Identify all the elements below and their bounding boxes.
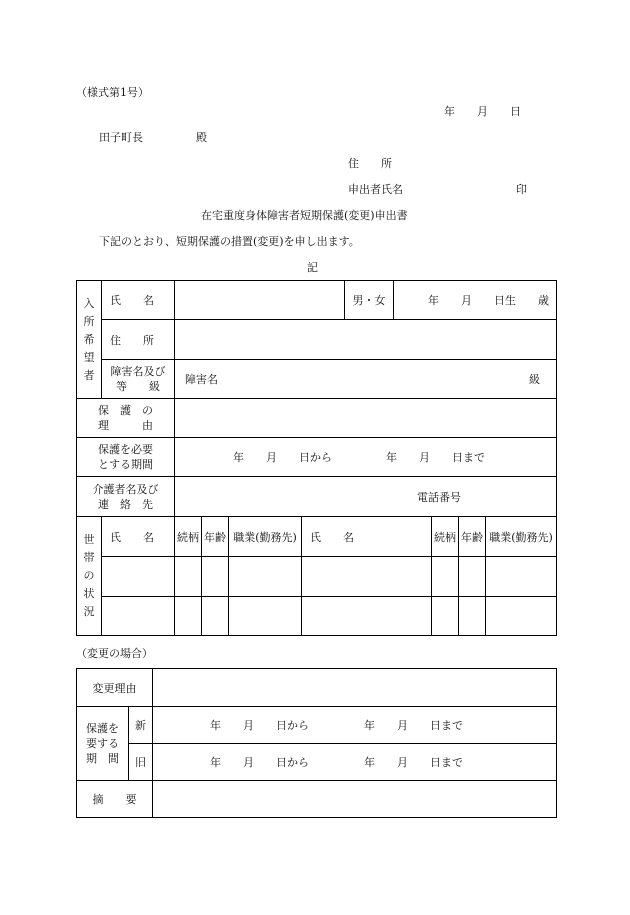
hh-row1-name-2[interactable] <box>301 556 432 597</box>
hh-row2-relation[interactable] <box>174 596 202 636</box>
old-period-field[interactable] <box>152 743 557 781</box>
household-char: 世 <box>83 533 95 546</box>
addressee: 田子町長 <box>99 131 143 144</box>
name-label-cell <box>101 280 175 320</box>
caregiver-label-cell <box>76 476 175 517</box>
ki-mark: 記 <box>307 261 318 274</box>
address-label: 住 所 <box>348 157 392 170</box>
hh-age-header-2 <box>458 516 486 557</box>
name-label: 氏 名 <box>110 294 154 307</box>
change-heading: （変更の場合） <box>76 647 153 660</box>
hh-row1-relation-2[interactable] <box>431 556 459 597</box>
period-label: 保護を必要 <box>98 443 153 456</box>
change-reason-field[interactable] <box>152 668 557 707</box>
disability-field[interactable] <box>174 359 557 399</box>
grade-label: 等 級 <box>116 380 160 393</box>
hh-row2-name[interactable] <box>101 596 175 636</box>
reason-label: 理 由 <box>98 419 153 432</box>
group-char: 希 <box>83 332 95 346</box>
document-title: 在宅重度身体障害者短期保護(変更)申出書 <box>201 209 408 222</box>
group-char: 入 <box>83 296 95 310</box>
birth-age-cell[interactable] <box>393 280 557 320</box>
address-label-cell <box>101 319 175 360</box>
change-period-label: 保護を <box>86 722 119 735</box>
old-label-cell <box>128 743 153 781</box>
household-char: 況 <box>83 605 95 618</box>
hh-row1-occupation-2[interactable] <box>485 556 557 597</box>
hh-name-label: 氏 名 <box>310 530 354 544</box>
intro-text: 下記のとおり、短期保護の措置(変更)を申し出ます。 <box>99 235 360 248</box>
hh-row1-name[interactable] <box>101 556 175 597</box>
honorific: 殿 <box>196 131 207 144</box>
gender-options: 男・女 <box>352 294 386 307</box>
disability-name-label: 障害名 <box>185 373 218 386</box>
group-char: 者 <box>83 368 95 382</box>
period-label-cell <box>76 437 175 477</box>
change-period-label: 要する <box>86 737 119 750</box>
new-label-cell <box>128 706 153 744</box>
new-label: 新 <box>135 719 146 732</box>
hh-relation-label: 続柄 <box>177 530 199 544</box>
change-period-label-cell <box>76 706 129 781</box>
applicant-group-label <box>76 280 102 399</box>
address-field[interactable] <box>174 319 557 360</box>
disability-label: 障害名及び <box>110 365 166 378</box>
hh-row1-occupation[interactable] <box>228 556 302 597</box>
birth-age: 年 月 日生 歳 <box>428 294 549 307</box>
hh-occupation-label: 職業(勤務先) <box>233 530 297 544</box>
grade-unit: 級 <box>529 373 540 386</box>
change-reason-label-cell <box>76 668 153 707</box>
hh-relation-header-2 <box>431 516 459 557</box>
reason-label: 保 護 の <box>98 404 153 417</box>
hh-occupation-header <box>228 516 302 557</box>
period-to: 年 月 日まで <box>386 451 485 464</box>
form-number: （様式第1号） <box>76 86 149 99</box>
new-period-field[interactable] <box>152 706 557 744</box>
group-char: 所 <box>83 314 95 328</box>
period-field[interactable] <box>174 437 557 477</box>
phone-label: 電話番号 <box>417 490 461 504</box>
household-char: 帯 <box>83 551 95 564</box>
name-field[interactable] <box>174 280 345 320</box>
group-char: 望 <box>83 350 95 364</box>
hh-age-header <box>201 516 229 557</box>
hh-name-header <box>101 516 175 557</box>
period-label: とする期間 <box>98 458 153 471</box>
hh-row2-relation-2[interactable] <box>431 596 459 636</box>
applicant-name-label: 申出者氏名 <box>348 183 403 196</box>
caregiver-label: 介護者名及び <box>92 482 159 496</box>
caregiver-field[interactable] <box>174 476 557 517</box>
old-period-to: 年 月 日まで <box>364 756 463 769</box>
new-period-to: 年 月 日まで <box>364 719 463 732</box>
household-group-label <box>76 516 102 636</box>
remarks-label: 摘 要 <box>92 793 137 806</box>
new-period-from: 年 月 日から <box>210 719 309 732</box>
old-label: 旧 <box>135 756 146 769</box>
reason-field[interactable] <box>174 398 557 438</box>
hh-name-label: 氏 名 <box>110 530 154 544</box>
disability-label-cell <box>101 359 175 399</box>
reason-label-cell <box>76 398 175 438</box>
hh-row2-age-2[interactable] <box>458 596 486 636</box>
hh-occupation-header-2 <box>485 516 557 557</box>
contact-label: 連 絡 先 <box>98 497 153 511</box>
hh-row1-age[interactable] <box>201 556 229 597</box>
address-row-label: 住 所 <box>110 333 154 347</box>
remarks-field[interactable] <box>152 780 557 818</box>
household-char: の <box>83 569 95 582</box>
change-reason-label: 変更理由 <box>92 681 137 695</box>
hh-row2-name-2[interactable] <box>301 596 432 636</box>
hh-row2-occupation[interactable] <box>228 596 302 636</box>
remarks-label-cell <box>76 780 153 818</box>
seal-mark: 印 <box>516 183 527 196</box>
hh-occupation-label: 職業(勤務先) <box>489 530 553 544</box>
hh-row1-relation[interactable] <box>174 556 202 597</box>
date-line: 年 月 日 <box>444 105 521 118</box>
period-from: 年 月 日から <box>233 451 332 464</box>
hh-age-label: 年齢 <box>204 530 226 544</box>
hh-row2-age[interactable] <box>201 596 229 636</box>
household-char: 状 <box>83 587 95 600</box>
hh-relation-header <box>174 516 202 557</box>
old-period-from: 年 月 日から <box>210 756 309 769</box>
gender-cell[interactable] <box>344 280 394 320</box>
hh-name-header-2 <box>301 516 432 557</box>
hh-row2-occupation-2[interactable] <box>485 596 557 636</box>
hh-age-label: 年齢 <box>461 530 483 544</box>
hh-relation-label: 続柄 <box>434 530 456 544</box>
hh-row1-age-2[interactable] <box>458 556 486 597</box>
change-period-label: 期 間 <box>86 752 119 765</box>
